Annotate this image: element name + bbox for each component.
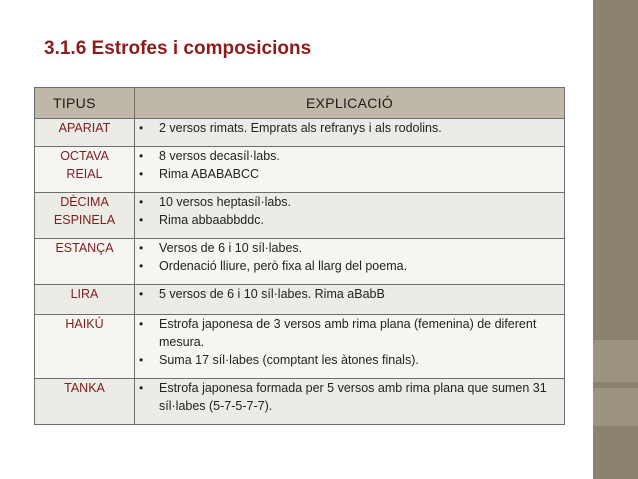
explanation-item	[135, 315, 564, 351]
explanation-list	[135, 239, 564, 275]
explanation-text: Ordenació lliure, però fixa al llarg del poema.	[159, 259, 408, 273]
explanation-list	[135, 193, 564, 229]
strophe-type-cell	[35, 239, 135, 285]
strophe-type-cell	[35, 119, 135, 147]
bullet-icon: •	[139, 149, 144, 163]
bullet-icon: •	[139, 287, 144, 301]
bullet-icon: •	[139, 195, 144, 209]
explanation-text: 10 versos heptasíl·labs.	[159, 195, 292, 209]
strophe-type-label: APARIAT	[58, 121, 111, 135]
explanation-cell	[135, 119, 565, 147]
bullet-icon: •	[139, 317, 144, 331]
bullet-icon: •	[139, 167, 144, 181]
bullet-icon: •	[139, 259, 144, 273]
explanation-cell	[135, 147, 565, 193]
explanation-item	[135, 285, 564, 303]
table-row	[35, 379, 565, 425]
explanation-list	[135, 379, 564, 415]
explanation-text: Rima abbaabbddc.	[159, 213, 264, 227]
strophe-type-cell	[35, 193, 135, 239]
strophe-type-cell	[35, 285, 135, 315]
bullet-icon: •	[139, 353, 144, 367]
decorative-side-block	[593, 340, 638, 382]
explanation-cell	[135, 239, 565, 285]
column-header-explicacio: EXPLICACIÓ	[135, 88, 565, 119]
strophe-type-cell	[35, 147, 135, 193]
explanation-list	[135, 285, 564, 303]
strophe-type-label: ESPINELA	[53, 213, 116, 227]
page-title: 3.1.6 Estrofes i composicions	[44, 38, 312, 59]
bullet-icon: •	[139, 241, 144, 255]
table-row	[35, 285, 565, 315]
table-row	[35, 147, 565, 193]
explanation-text: 2 versos rimats. Emprats als refranys i als rodolins.	[159, 121, 442, 135]
explanation-text: 5 versos de 6 i 10 síl·labes. Rima aBabB	[159, 287, 385, 301]
explanation-item	[135, 379, 564, 415]
strophe-type-label: ESTANÇA	[55, 241, 114, 255]
explanation-list	[135, 147, 564, 183]
strophe-type-cell	[35, 315, 135, 379]
bullet-icon: •	[139, 213, 144, 227]
explanation-item	[135, 193, 564, 211]
explanation-text: Rima ABABABCC	[159, 167, 260, 181]
explanation-item	[135, 211, 564, 229]
explanation-item	[135, 165, 564, 183]
explanation-text: Suma 17 síl·labes (comptant les àtones finals).	[159, 353, 419, 367]
explanation-cell	[135, 285, 565, 315]
explanation-item	[135, 119, 564, 137]
explanation-list	[135, 315, 564, 369]
table-row	[35, 119, 565, 147]
explanation-cell	[135, 379, 565, 425]
strophes-table	[34, 87, 565, 425]
table-header-row	[35, 88, 565, 119]
decorative-side-block	[593, 388, 638, 426]
column-header-tipus: TIPUS	[35, 88, 135, 119]
explanation-item	[135, 147, 564, 165]
table-row	[35, 315, 565, 379]
explanation-text: Estrofa japonesa de 3 versos amb rima plana (femenina) de diferent mesura.	[159, 317, 537, 349]
explanation-cell	[135, 315, 565, 379]
table-row	[35, 239, 565, 285]
strophe-type-cell	[35, 379, 135, 425]
explanation-text: Estrofa japonesa formada per 5 versos amb rima plana que sumen 31 síl·labes (5-7-5-7-7).	[159, 381, 547, 413]
explanation-item	[135, 351, 564, 369]
strophe-type-label: DÈCIMA	[60, 195, 109, 209]
explanation-cell	[135, 193, 565, 239]
strophe-type-label: TANKA	[64, 381, 105, 395]
table-row	[35, 193, 565, 239]
explanation-list	[135, 119, 564, 137]
strophe-type-label: REIAL	[66, 167, 103, 181]
strophe-type-label: HAIKÚ	[65, 317, 104, 331]
strophe-type-label: LIRA	[70, 287, 99, 301]
explanation-item	[135, 257, 564, 275]
explanation-text: 8 versos decasíl·labs.	[159, 149, 280, 163]
bullet-icon: •	[139, 381, 144, 395]
strophe-type-label: OCTAVA	[60, 149, 109, 163]
explanation-text: Versos de 6 i 10 síl·labes.	[159, 241, 303, 255]
explanation-item	[135, 239, 564, 257]
bullet-icon: •	[139, 121, 144, 135]
